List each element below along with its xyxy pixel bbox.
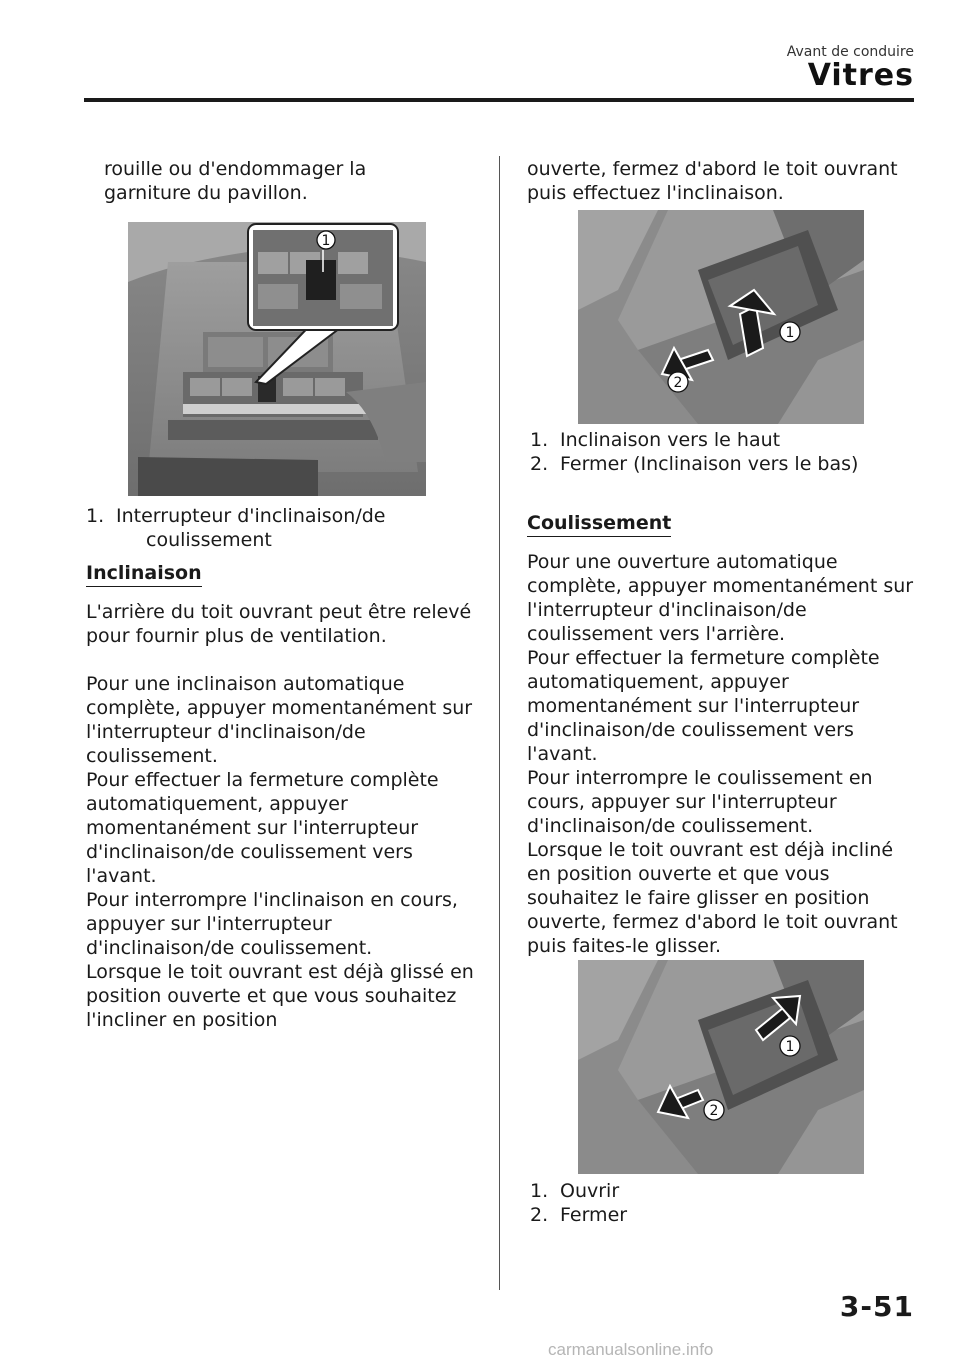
list-item (530, 1179, 920, 1203)
right-intro-text: ouverte, fermez d'abord le toit ouvrant puis effectuez l'inclinaison. (527, 158, 898, 204)
list-item-text: Fermer (560, 1204, 628, 1226)
right-intro (527, 157, 917, 205)
list-item (530, 1203, 920, 1227)
list-item-text: Fermer (Inclinaison vers le bas) (560, 453, 859, 475)
left-intro-line1: rouille ou d'endommager la (104, 158, 367, 180)
fig3-caption (530, 1179, 920, 1227)
fig1-caption (86, 504, 476, 552)
left-intro (104, 157, 474, 205)
slide-switch-figure (578, 960, 864, 1174)
list-item-number: 1. (530, 1180, 549, 1202)
list-item-number: 1. (530, 429, 549, 451)
list-item (86, 504, 476, 552)
fig2-callout-2: 2 (673, 375, 683, 391)
fig3-callout-1: 1 (785, 1039, 795, 1055)
caption-line-1: Interrupteur d'inclinaison/de (116, 505, 386, 527)
right-para-2: Pour effectuer la fermeture complète automatiquement, appuyer momentanément sur l'interrupteur d'inclinaison/de coulissement vers l'avant. (527, 647, 880, 765)
section-heading-inclinaison: Inclinaison (86, 562, 202, 587)
list-item-text: Inclinaison vers le haut (560, 429, 781, 451)
left-para-3: Pour effectuer la fermeture complète automatiquement, appuyer momentanément sur l'interrupteur d'inclinaison/de coulissement vers l'avant. (86, 769, 439, 887)
left-para-2: Pour une inclinaison automatique complète, appuyer momentanément sur l'interrupteur d'inclinaison/de coulissement. (86, 673, 473, 767)
fig1-callout-1: 1 (321, 233, 331, 249)
list-item (530, 428, 920, 452)
fig2-callout-1: 1 (785, 325, 795, 341)
right-body (527, 512, 919, 958)
list-item-number: 2. (530, 1204, 549, 1226)
left-body (86, 562, 476, 1032)
left-intro-line2: garniture du pavillon. (104, 182, 308, 204)
watermark: carmanualsonline.info (548, 1340, 714, 1359)
tilt-switch-figure (578, 210, 864, 424)
section-label: Avant de conduire (786, 44, 914, 60)
page-title: Vitres (807, 58, 914, 93)
left-para-1: L'arrière du toit ouvrant peut être relevé pour fournir plus de ventilation. (86, 601, 472, 647)
list-item-text (116, 504, 386, 552)
right-para-1: Pour une ouverture automatique complète, appuyer momentanément sur l'interrupteur d'inclinaison/de coulissement vers l'arrière. (527, 551, 914, 645)
list-item-number: 2. (530, 453, 549, 475)
list-item (530, 452, 920, 476)
right-para-3: Pour interrompre le coulissement en cours, appuyer sur l'interrupteur d'inclinaison/de coulissement. (527, 767, 873, 837)
page-number: 3-51 (839, 1290, 914, 1323)
caption-line-2: coulissement (146, 529, 272, 551)
list-item-text: Ouvrir (560, 1180, 620, 1202)
left-para-5: Lorsque le toit ouvrant est déjà glissé en position ouverte et que vous souhaitez l'incliner en position (86, 961, 474, 1031)
fig2-caption (530, 428, 920, 476)
overhead-console-figure (128, 222, 426, 496)
fig3-callout-2: 2 (709, 1103, 719, 1119)
header-rule (84, 98, 914, 102)
list-item-number: 1. (86, 505, 105, 527)
column-divider (499, 156, 500, 1290)
section-heading-coulissement: Coulissement (527, 512, 671, 537)
left-para-4: Pour interrompre l'inclinaison en cours, appuyer sur l'interrupteur d'inclinaison/de coulissement. (86, 889, 458, 959)
right-para-4: Lorsque le toit ouvrant est déjà incliné en position ouverte et que vous souhaitez le faire glisser en position ouverte, fermez d'abord le toit ouvrant puis faites-le glisser. (527, 839, 898, 957)
